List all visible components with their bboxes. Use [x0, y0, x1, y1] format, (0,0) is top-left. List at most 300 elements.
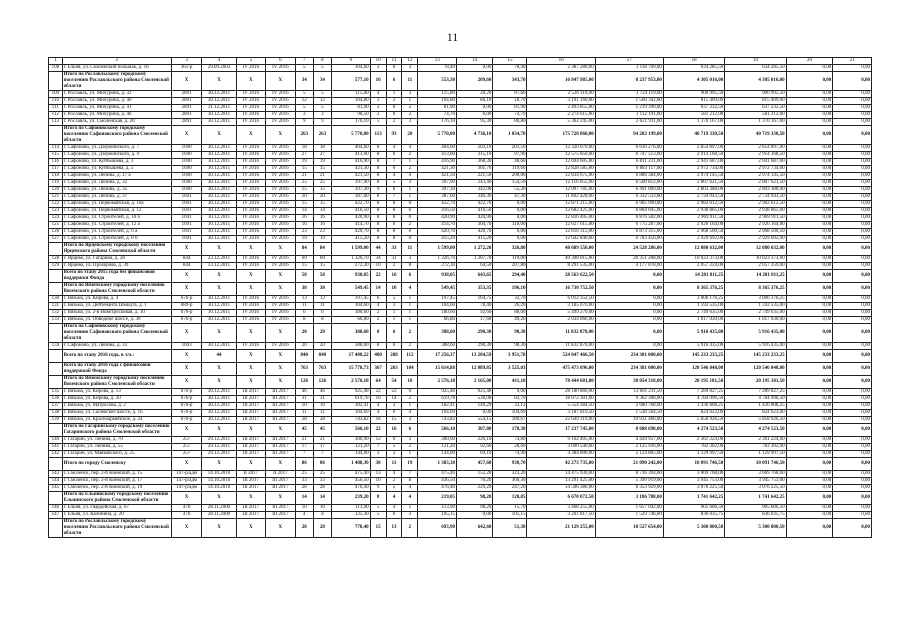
table-cell: 476,40	[418, 485, 457, 492]
table-cell: 34	[370, 256, 386, 263]
table-cell: 5 300 800,50	[663, 519, 724, 538]
table-cell: 0,00	[786, 159, 833, 166]
table-cell: 12 080 632,00	[725, 243, 786, 256]
table-cell: 6 500 812,00	[595, 180, 663, 187]
table-cell: 1	[402, 505, 418, 512]
table-cell: 6	[386, 152, 402, 159]
table-cell: 1 129 997,50	[725, 451, 786, 458]
table-cell: 1 724 119,00	[595, 91, 663, 98]
table-cell: 342,00	[457, 187, 493, 194]
table-cell: 10	[370, 478, 386, 485]
table-cell: 40 719 330,50	[725, 126, 786, 145]
table-cell: 1 657 042,00	[595, 505, 663, 512]
table-cell: X	[236, 492, 266, 505]
table-row	[49, 505, 872, 512]
table-cell: 5 499 270,00	[527, 310, 595, 317]
table-cell: 1 207,70	[457, 256, 493, 263]
table-cell: 143	[49, 471, 63, 478]
table-cell: 30.12.2011	[202, 417, 236, 424]
table-cell: 10	[370, 263, 386, 270]
table-cell: 7	[313, 451, 331, 458]
table-cell: X	[236, 270, 266, 283]
table-cell: 0,00	[595, 324, 663, 343]
table-cell: 0,00	[833, 350, 872, 363]
table-cell: 0,00	[833, 159, 872, 166]
table-cell: 3	[386, 403, 402, 410]
table-cell: 10	[313, 403, 331, 410]
table-cell: 2 926 164,00	[663, 222, 724, 229]
table-cell: 13 291 425,00	[527, 478, 595, 485]
table-cell: 120,85	[493, 492, 527, 505]
table-cell: 290,30	[457, 324, 493, 343]
table-cell: IV 2016	[236, 98, 266, 105]
table-cell: X	[171, 376, 202, 389]
table-cell: X	[236, 324, 266, 343]
table-cell: 416,50	[332, 208, 371, 215]
table-cell: 12 828 585,00	[527, 166, 595, 173]
table-cell: 15 778,73	[332, 363, 371, 376]
table-cell: 78,40	[493, 65, 527, 72]
table-cell: 6 775 287,00	[595, 222, 663, 229]
table-cell: 178,30	[493, 424, 527, 437]
table-cell: 0,00	[786, 444, 833, 451]
table-cell: 128	[49, 256, 63, 263]
table-cell: 577,10	[332, 72, 371, 91]
table-cell: 360,30	[493, 478, 527, 485]
table-cell: 8	[370, 208, 386, 215]
table-cell: 133	[49, 317, 63, 324]
table-cell: 119,60	[493, 166, 527, 173]
table-cell: 476	[171, 505, 202, 512]
table-cell: IV 2016	[266, 236, 296, 243]
table-cell: 124	[49, 215, 63, 222]
table-cell: 388,60	[418, 343, 457, 350]
table-cell: 30.12.2011	[202, 145, 236, 152]
table-cell: 272,30	[332, 263, 371, 270]
table-cell: 4	[386, 505, 402, 512]
table-cell: 2	[402, 396, 418, 403]
table-cell: 116	[49, 159, 63, 166]
table-cell: г. Сафоново, ул. Строителей, д. 8 б	[62, 236, 171, 243]
table-cell: 5	[313, 91, 331, 98]
table-cell: 3 525,03	[493, 363, 527, 376]
table-cell: 20 195 181,50	[663, 376, 724, 389]
table-total-row	[49, 492, 872, 505]
table-cell: 3	[370, 98, 386, 105]
table-cell: 28	[295, 485, 313, 492]
table-cell: 11	[313, 303, 331, 310]
table-cell: 11 802 420,00	[527, 194, 595, 201]
table-cell: 387,80	[457, 424, 493, 437]
table-cell: 8 365 376,25	[663, 283, 724, 296]
table-cell: 147-р/адм	[171, 485, 202, 492]
table-row	[49, 215, 872, 222]
table-cell: 10 091 746,50	[663, 458, 724, 471]
table-cell: 12 871 215,00	[527, 201, 595, 208]
table-cell: 1	[402, 187, 418, 194]
table-cell: г. Сафоново, ул. Ленина, д. 32	[62, 180, 171, 187]
table-row	[49, 194, 872, 201]
header-cell: 13	[418, 58, 457, 65]
table-cell: X	[202, 243, 236, 256]
table-cell: 367	[370, 363, 386, 376]
table-cell: 549,45	[332, 283, 371, 296]
table-cell: III 2017	[266, 417, 296, 424]
table-cell: 30.12.2011	[202, 343, 236, 350]
table-cell: 6	[386, 166, 402, 173]
table-cell: X	[171, 283, 202, 296]
table-cell: 12 575 850,00	[527, 152, 595, 159]
table-cell: 10	[295, 505, 313, 512]
table-row	[49, 512, 872, 519]
table-cell: 10 527 654,00	[595, 519, 663, 538]
table-cell: г. Вязьма, ул. Красноармейское, д. 24	[62, 417, 171, 424]
table-cell: 14 281 811,25	[725, 270, 786, 283]
table-cell: 420,90	[457, 215, 493, 222]
table-cell: 122	[49, 201, 63, 208]
table-cell: 0,00	[786, 310, 833, 317]
table-cell: IV 2016	[266, 208, 296, 215]
table-cell: 21	[295, 173, 313, 180]
table-cell: 3 468 255,00	[527, 505, 595, 512]
table-cell: 112	[49, 112, 63, 119]
table-cell: 2 274 615,00	[527, 112, 595, 119]
table-cell: 0,00	[786, 222, 833, 229]
table-cell: 0,00	[457, 512, 493, 519]
table-cell: 2 493 855,00	[527, 105, 595, 112]
table-cell: 74,80	[493, 437, 527, 444]
table-cell: X	[236, 424, 266, 437]
header-cell: 1	[49, 58, 63, 65]
table-cell: 22 649 319,00	[527, 417, 595, 424]
table-cell: 8	[370, 159, 386, 166]
table-cell	[49, 126, 63, 145]
table-cell: 234 381 000,00	[595, 350, 663, 363]
table-cell: 1 112 191,00	[595, 112, 663, 119]
table-cell: 189,67	[493, 417, 527, 424]
table-cell: 2	[402, 112, 418, 119]
table-cell: 416,90	[418, 159, 457, 166]
table-cell: 83,70	[493, 396, 527, 403]
table-cell: 1	[402, 159, 418, 166]
table-row	[49, 410, 872, 417]
table-cell: 0,00	[786, 389, 833, 396]
table-cell: 4	[295, 512, 313, 519]
table-cell: 1 741 642,25	[725, 492, 786, 505]
table-total-row	[49, 283, 872, 296]
table-cell: 763	[313, 363, 331, 376]
table-cell: 0,00	[833, 208, 872, 215]
table-cell: 0,00	[786, 256, 833, 263]
table-cell: 1691	[171, 229, 202, 236]
table-cell: X	[202, 324, 236, 343]
table-cell	[49, 283, 63, 296]
table-row	[49, 229, 872, 236]
table-cell: 0,00	[833, 519, 872, 538]
table-cell: 7	[370, 444, 386, 451]
table-cell: 145 233 233,25	[725, 350, 786, 363]
table-cell: 323,20	[493, 471, 527, 478]
table-cell: 3	[402, 512, 418, 519]
table-cell: III 2017	[236, 444, 266, 451]
table-cell: III 2017	[236, 417, 266, 424]
table-cell: 5 916 435,00	[725, 324, 786, 343]
table-cell: 12 810 315,00	[527, 229, 595, 236]
table-cell: 147-р/адм	[171, 478, 202, 485]
table-cell: 0,00	[595, 343, 663, 350]
table-cell: 475,40	[332, 471, 371, 478]
table-cell: III 2017	[236, 396, 266, 403]
table-cell: 2 165,00	[457, 376, 493, 389]
table-cell: 2	[402, 222, 418, 229]
table-cell: 144	[49, 478, 63, 485]
table-cell: 1 370 167,00	[725, 119, 786, 126]
table-cell: 6	[370, 296, 386, 303]
table-cell: 3	[402, 65, 418, 72]
table-cell: 8	[370, 222, 386, 229]
table-cell: 413,00	[418, 152, 457, 159]
table-cell: 16 730 752,50	[527, 283, 595, 296]
table-cell: IV 2016	[266, 303, 296, 310]
table-cell: 0	[402, 236, 418, 243]
table-cell: 58	[313, 270, 331, 283]
table-cell: 4	[386, 492, 402, 505]
table-cell: X	[266, 72, 296, 91]
table-cell: 21	[313, 437, 331, 444]
table-cell: X	[266, 458, 296, 471]
table-cell: 4	[386, 145, 402, 152]
table-cell: 2 803 388,00	[725, 187, 786, 194]
table-cell: 619,78	[418, 396, 457, 403]
table-cell: 221,50	[457, 173, 493, 180]
table-cell: II 2017	[236, 471, 266, 478]
table-cell: 397,30	[418, 187, 457, 194]
table-cell: IV 2016	[236, 105, 266, 112]
table-cell: 1	[402, 317, 418, 324]
table-cell: 33,12	[493, 403, 527, 410]
table-cell: 111	[49, 105, 63, 112]
table-cell: 0,00	[786, 105, 833, 112]
table-cell: 0,00	[833, 236, 872, 243]
table-cell: 0,00	[786, 303, 833, 310]
table-cell: 413,00	[332, 152, 371, 159]
table-cell: 0,00	[786, 152, 833, 159]
table-cell: 0	[402, 201, 418, 208]
table-cell: III 2017	[236, 451, 266, 458]
table-cell: 2	[402, 343, 418, 350]
table-cell: 2 974 145,50	[725, 173, 786, 180]
table-cell: 33	[295, 478, 313, 485]
table-cell: 387,60	[332, 194, 371, 201]
table-cell: 15	[295, 201, 313, 208]
table-cell: 404,60	[418, 145, 457, 152]
table-cell: 31.12.2011	[202, 105, 236, 112]
table-cell: 905 606,50	[663, 505, 724, 512]
table-cell: 6 747 513,00	[595, 152, 663, 159]
table-cell: 676-р	[171, 403, 202, 410]
table-cell: 15	[295, 166, 313, 173]
table-cell: 397,90	[418, 180, 457, 187]
table-cell: 743,82	[418, 417, 457, 424]
table-cell: 31	[295, 396, 313, 403]
table-cell: 457,60	[457, 458, 493, 471]
table-cell: X	[171, 270, 202, 283]
table-cell: 48,60	[493, 159, 527, 166]
table-cell: 2 034 060,00	[527, 317, 595, 324]
table-cell: 180,60	[332, 310, 371, 317]
table-cell: 421,50	[332, 173, 371, 180]
table-cell: 5 770,80	[418, 126, 457, 145]
table-cell: 20	[313, 343, 331, 350]
table-cell: 0,00	[786, 126, 833, 145]
table-cell: 1693	[171, 343, 202, 350]
table-cell: 2	[402, 444, 418, 451]
table-cell: 22	[370, 424, 386, 437]
table-cell: 126	[313, 376, 331, 389]
table-cell: 80,80	[493, 119, 527, 126]
table-cell: 138	[49, 410, 63, 417]
table-cell: 2 125 936,00	[595, 444, 663, 451]
table-cell: III 2017	[266, 512, 296, 519]
table-cell: III 2017	[236, 389, 266, 396]
table-cell: 8	[370, 215, 386, 222]
table-cell: X	[266, 363, 296, 376]
table-cell: 1690	[171, 166, 202, 173]
table-cell: 4 305 016,00	[663, 72, 724, 91]
table-cell: 0,00	[493, 215, 527, 222]
table-cell: X	[266, 283, 296, 296]
table-cell: IV 2016	[266, 112, 296, 119]
table-cell: III 2017	[266, 389, 296, 396]
header-cell: 2	[62, 58, 171, 65]
table-cell: 0,00	[833, 451, 872, 458]
table-cell: 0,00	[833, 417, 872, 424]
table-cell: 28.11.2000	[202, 505, 236, 512]
table-cell: 5 916 435,00	[663, 343, 724, 350]
table-cell: 5	[370, 512, 386, 519]
table-cell: 1	[402, 296, 418, 303]
table-cell: 3 006 176,25	[663, 296, 724, 303]
table-row	[49, 296, 872, 303]
table-cell: 5	[295, 65, 313, 72]
table-cell: 30.12.2011	[202, 166, 236, 173]
table-cell: 0,00	[833, 363, 872, 376]
table-cell: 2 938 865,00	[663, 208, 724, 215]
table-cell: 129	[49, 263, 63, 270]
table-cell: 2 929 692,00	[663, 236, 724, 243]
table-cell: 0,00	[786, 283, 833, 296]
table-cell: 566,10	[418, 424, 457, 437]
table-cell: X	[171, 519, 202, 538]
table-cell: 421,30	[332, 166, 371, 173]
table-cell: 10	[313, 505, 331, 512]
table-cell: 1690	[171, 145, 202, 152]
table-cell: 98,30	[493, 324, 527, 343]
table-cell: 12 097 785,00	[527, 187, 595, 194]
table-cell: 5 916 435,00	[663, 324, 724, 343]
table-cell: 88,00	[493, 310, 527, 317]
table-cell: 8 291 535,00	[527, 263, 595, 270]
table-cell: 0,00	[493, 236, 527, 243]
table-cell: 1690	[171, 159, 202, 166]
table-cell: 0,00	[833, 389, 872, 396]
table-cell: 5 858 926,50	[663, 417, 724, 424]
table-cell: IV 2016	[266, 256, 296, 263]
housing-program-table	[48, 57, 872, 538]
table-cell: 38	[295, 283, 313, 296]
table-row	[49, 437, 872, 444]
table-cell: 1 034,70	[493, 126, 527, 145]
table-cell: 5 858 926,50	[725, 417, 786, 424]
table-cell: 12 089,85	[457, 363, 493, 376]
table-cell: 25	[313, 180, 331, 187]
table-cell: 8	[370, 343, 386, 350]
table-cell: 15	[295, 187, 313, 194]
table-cell: 836 035,75	[725, 512, 786, 519]
table-cell: 0,00	[833, 194, 872, 201]
table-cell: 1690	[171, 173, 202, 180]
table-cell: X	[236, 350, 266, 363]
table-cell: 422,70	[418, 201, 457, 208]
table-cell: г. Сафоново, ул. Ленина, д. 35	[62, 187, 171, 194]
table-cell: 98,20	[457, 492, 493, 505]
table-cell: 30.12.2011	[202, 187, 236, 194]
table-cell: IV 2016	[236, 317, 266, 324]
header-cell: 5	[236, 58, 266, 65]
table-cell: 0	[386, 112, 402, 119]
table-cell: 22	[370, 389, 386, 396]
table-cell: 676-р	[171, 389, 202, 396]
table-cell: 0,00	[786, 317, 833, 324]
table-cell: 121,20	[418, 444, 457, 451]
table-cell: X	[236, 126, 266, 145]
table-total-row	[49, 324, 872, 343]
table-cell: 900 995,50	[663, 91, 724, 98]
table-cell: 45	[295, 424, 313, 437]
table-row	[49, 119, 872, 126]
table-cell: 110,00	[493, 222, 527, 229]
table-cell: 0,00	[786, 471, 833, 478]
table-cell: 16	[386, 424, 402, 437]
table-cell: 8	[386, 201, 402, 208]
table-cell: 938,05	[418, 270, 457, 283]
table-cell: IV 2016	[266, 187, 296, 194]
table-cell: 152,20	[457, 471, 493, 478]
header-cell: 19	[725, 58, 786, 65]
table-row	[49, 403, 872, 410]
table-cell: 24 528 286,00	[595, 243, 663, 256]
table-cell: 19	[295, 159, 313, 166]
table-cell: 33	[313, 478, 331, 485]
table-cell: 203,10	[457, 145, 493, 152]
table-cell: 119,00	[493, 256, 527, 263]
table-cell: 14	[370, 283, 386, 296]
table-cell: 98,50	[332, 112, 371, 119]
table-cell: 3 951,78	[493, 350, 527, 363]
table-cell: 125,30	[332, 512, 371, 519]
table-cell: 40 398 015,00	[527, 256, 595, 263]
table-cell: 0,00	[786, 417, 833, 424]
table-cell: 8	[402, 478, 418, 485]
table-cell: 0,00	[833, 410, 872, 417]
table-cell: 12 642 840,00	[527, 236, 595, 243]
header-cell: 8	[313, 58, 331, 65]
table-total-row	[49, 270, 872, 283]
table-cell: 30.12.2011	[202, 403, 236, 410]
table-cell: 0,00	[833, 270, 872, 283]
table-cell: 294,40	[493, 270, 527, 283]
table-cell: 0,00	[595, 270, 663, 283]
